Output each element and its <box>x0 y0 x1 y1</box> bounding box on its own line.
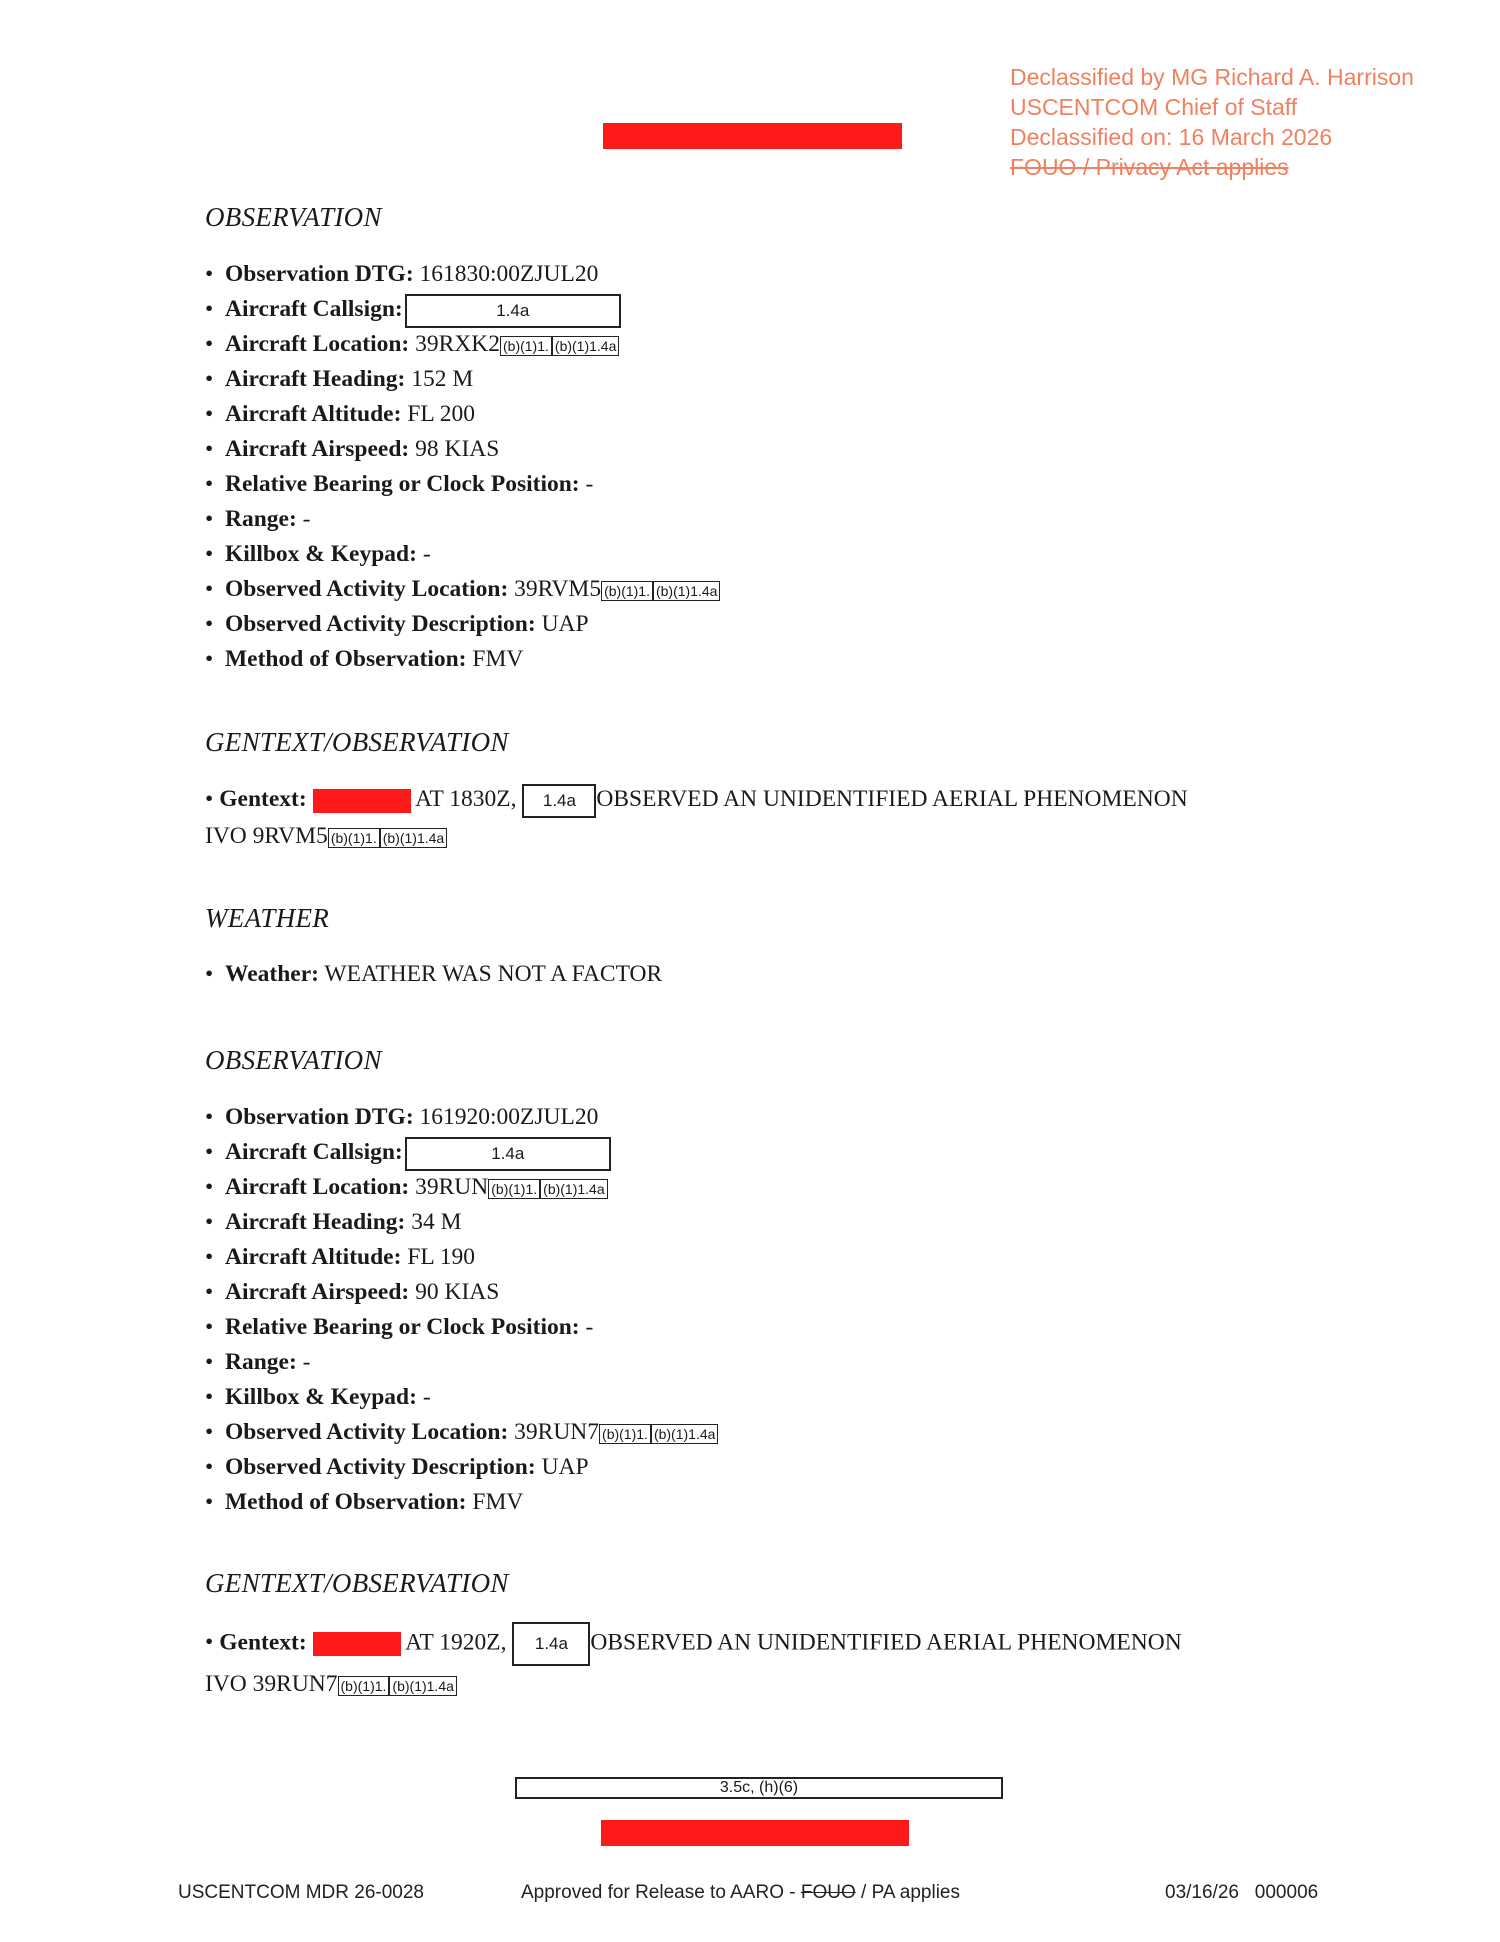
stamp-line-2: USCENTCOM Chief of Staff <box>1010 94 1298 120</box>
list-item: • Weather: WEATHER WAS NOT A FACTOR <box>205 957 662 992</box>
list-item: • Method of Observation: FMV <box>205 642 720 677</box>
list-item: • Aircraft Callsign: 1.4a <box>205 292 720 327</box>
list-item: • Aircraft Altitude: FL 190 <box>205 1240 718 1275</box>
footer-case-number: USCENTCOM MDR 26-0028 <box>178 1882 424 1903</box>
gentext-paragraph-2: • Gentext: AT 1920Z, 1.4a OBSERVED AN UNIDENTIFIED AERIAL PHENOMENON IVO 39RUN7 (b)(1)1. (b)(1)1.4a <box>205 1622 1182 1703</box>
inline-redaction <box>313 789 411 813</box>
declassification-stamp <box>1010 62 1414 182</box>
redaction-box: 1.4a <box>522 784 596 818</box>
list-item: • Aircraft Heading: 152 M <box>205 362 720 397</box>
exemption-box: 3.5c, (h)(6) <box>515 1777 1003 1799</box>
section-heading-weather: WEATHER <box>205 903 330 933</box>
gentext-paragraph-1: • Gentext: AT 1830Z, 1.4a OBSERVED AN UNIDENTIFIED AERIAL PHENOMENON IVO 9RVM5 (b)(1)1. (b)(1)1.4a <box>205 781 1188 855</box>
redaction-box: (b)(1)1. <box>338 1676 390 1696</box>
stamp-line-1: Declassified by MG Richard A. Harrison <box>1010 64 1414 90</box>
list-item: • Relative Bearing or Clock Position: - <box>205 467 720 502</box>
list-item: • Relative Bearing or Clock Position: - <box>205 1310 718 1345</box>
inline-redaction <box>313 1632 401 1656</box>
list-item: • Observed Activity Description: UAP <box>205 607 720 642</box>
observation-list-2 <box>205 1100 718 1520</box>
bottom-redaction-bar <box>601 1820 909 1846</box>
redaction-box: (b)(1)1.4a <box>552 336 619 356</box>
top-redaction-bar <box>603 123 902 149</box>
list-item: • Aircraft Location: 39RXK2 (b)(1)1. (b)(1)1.4a <box>205 327 720 362</box>
redaction-box: (b)(1)1. <box>488 1179 540 1199</box>
gentext-label: Gentext: <box>219 786 307 812</box>
list-item: • Aircraft Altitude: FL 200 <box>205 397 720 432</box>
list-item: • Killbox & Keypad: - <box>205 537 720 572</box>
list-item: • Observed Activity Description: UAP <box>205 1450 718 1485</box>
redaction-box: (b)(1)1.4a <box>540 1179 607 1199</box>
section-heading-gentext-1: GENTEXT/OBSERVATION <box>205 727 509 757</box>
list-item: • Observed Activity Location: 39RVM5 (b)(1)1. (b)(1)1.4a <box>205 572 720 607</box>
redaction-box: 1.4a <box>405 294 621 328</box>
redaction-box: (b)(1)1. <box>599 1424 651 1444</box>
footer-date-page: 03/16/26 000006 <box>1165 1882 1319 1903</box>
list-item: • Range: - <box>205 1345 718 1380</box>
redaction-box: (b)(1)1. <box>328 828 380 848</box>
section-heading-observation-2: OBSERVATION <box>205 1045 382 1075</box>
list-item: • Aircraft Airspeed: 90 KIAS <box>205 1275 718 1310</box>
list-item: • Observation DTG: 161830:00ZJUL20 <box>205 257 720 292</box>
footer-release-note: Approved for Release to AARO - FOUO / PA applies <box>521 1882 960 1903</box>
redaction-box: 1.4a <box>512 1622 590 1666</box>
gentext-label: Gentext: <box>219 1629 307 1656</box>
redaction-box: 1.4a <box>405 1137 611 1171</box>
redaction-box: (b)(1)1. <box>500 336 552 356</box>
list-item: • Observation DTG: 161920:00ZJUL20 <box>205 1100 718 1135</box>
observation-list-1 <box>205 257 720 677</box>
list-item: • Aircraft Location: 39RUN (b)(1)1. (b)(1)1.4a <box>205 1170 718 1205</box>
list-item: • Range: - <box>205 502 720 537</box>
stamp-line-3: Declassified on: 16 March 2026 <box>1010 124 1333 150</box>
redaction-box: (b)(1)1.4a <box>389 1676 456 1696</box>
stamp-line-4: FOUO / Privacy Act applies <box>1010 154 1289 180</box>
list-item: • Observed Activity Location: 39RUN7 (b)(1)1. (b)(1)1.4a <box>205 1415 718 1450</box>
list-item: • Method of Observation: FMV <box>205 1485 718 1520</box>
redaction-box: (b)(1)1. <box>601 581 653 601</box>
list-item: • Aircraft Airspeed: 98 KIAS <box>205 432 720 467</box>
section-heading-gentext-2: GENTEXT/OBSERVATION <box>205 1568 509 1598</box>
redaction-box: (b)(1)1.4a <box>651 1424 718 1444</box>
list-item: • Killbox & Keypad: - <box>205 1380 718 1415</box>
list-item: • Aircraft Heading: 34 M <box>205 1205 718 1240</box>
redaction-box: (b)(1)1.4a <box>380 828 447 848</box>
redaction-box: (b)(1)1.4a <box>653 581 720 601</box>
list-item: • Aircraft Callsign: 1.4a <box>205 1135 718 1170</box>
weather-list <box>205 957 662 992</box>
section-heading-observation-1: OBSERVATION <box>205 202 382 232</box>
